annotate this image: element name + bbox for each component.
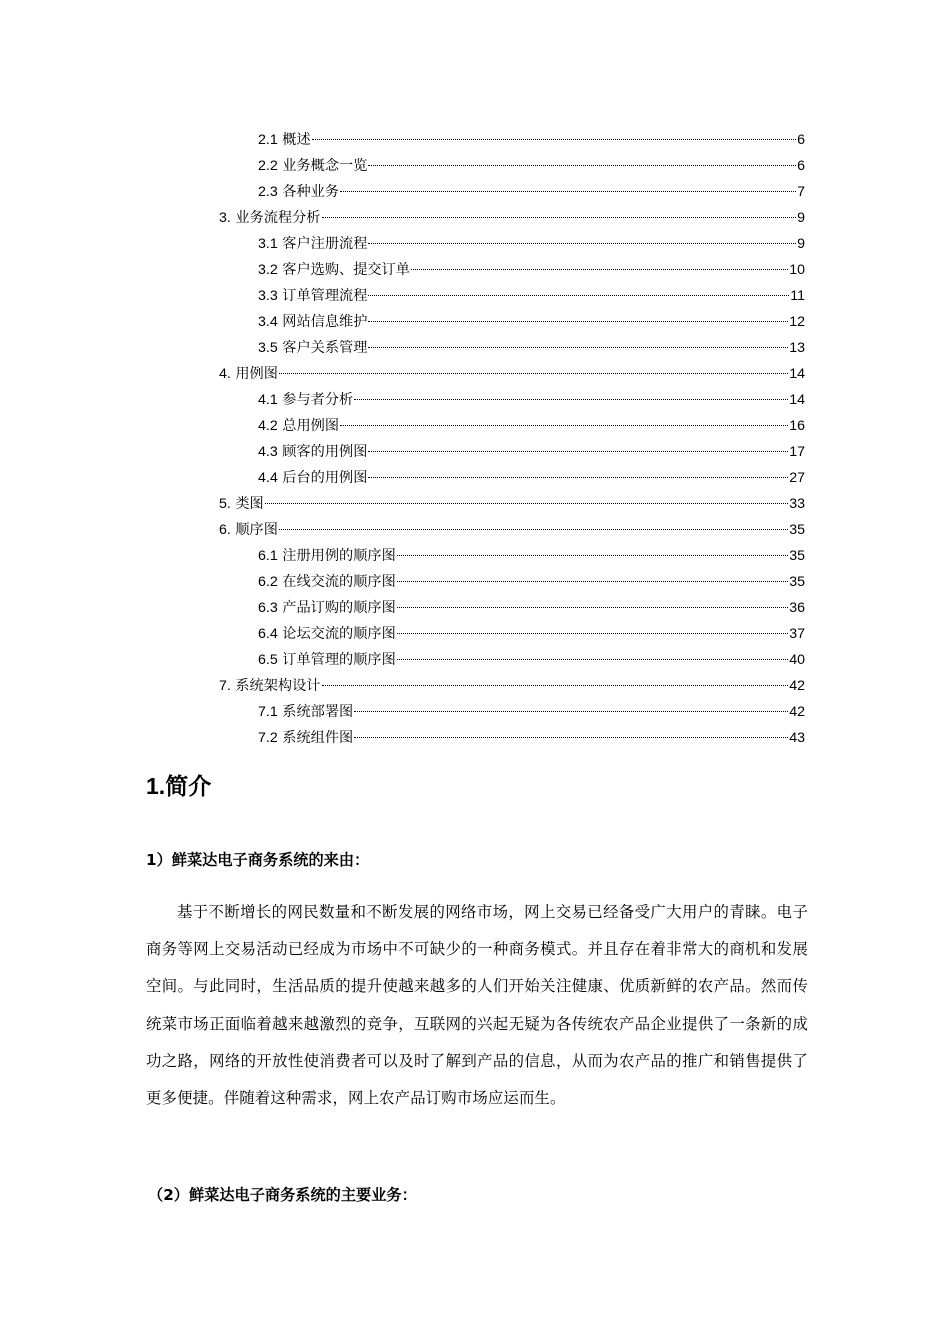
toc-entry-page: 14 [789,392,805,408]
toc-entry-title: 网站信息维护 [282,314,368,330]
toc-dot-leader [312,139,796,140]
toc-entry-number: 4.4 [258,470,278,486]
toc-entry-number: 5. [219,496,231,512]
toc-entry-title: 系统组件图 [282,730,354,746]
toc-entry[interactable] [258,231,805,257]
section-title: 简介 [165,774,212,800]
toc-dot-leader [397,555,788,556]
toc-entry-number: 4.3 [258,444,278,460]
toc-entry-title: 顺序图 [235,522,278,538]
toc-entry-number: 6.4 [258,626,278,642]
toc-entry-page: 35 [789,574,805,590]
toc-entry-number: 3.2 [258,262,278,278]
toc-dot-leader [322,217,797,218]
toc-entry[interactable] [258,335,805,361]
toc-dot-leader [322,685,789,686]
toc-entry-title: 客户选购、提交订单 [282,262,410,278]
toc-entry-page: 14 [789,366,805,382]
toc-dot-leader [397,633,788,634]
toc-entry-title: 后台的用例图 [282,470,368,486]
toc-entry-page: 37 [789,626,805,642]
toc-entry[interactable] [258,647,805,673]
subsection-heading-business: （2）鲜菜达电子商务系统的主要业务： [148,1186,417,1204]
toc-dot-leader [368,451,788,452]
toc-entry-number: 6. [219,522,231,538]
toc-entry-title: 订单管理流程 [282,288,368,304]
toc-entry-page: 9 [797,236,805,252]
toc-dot-leader [368,347,788,348]
toc-entry[interactable] [219,491,805,517]
toc-entry[interactable] [219,205,805,231]
toc-dot-leader [368,321,788,322]
toc-entry-number: 7.2 [258,730,278,746]
toc-entry-page: 6 [797,158,805,174]
toc-dot-leader [368,477,788,478]
toc-entry-title: 在线交流的顺序图 [282,574,396,590]
toc-entry-page: 13 [789,340,805,356]
toc-entry-number: 3.5 [258,340,278,356]
toc-dot-leader [411,269,788,270]
toc-entry-title: 客户关系管理 [282,340,368,356]
toc-entry[interactable] [258,725,805,751]
toc-dot-leader [340,425,788,426]
toc-entry-number: 6.5 [258,652,278,668]
toc-entry-number: 7. [219,678,231,694]
toc-entry-title: 业务概念一览 [282,158,368,174]
toc-entry-title: 产品订购的顺序图 [282,600,396,616]
toc-entry-number: 2.1 [258,132,278,148]
toc-entry[interactable] [258,127,805,153]
toc-entry-number: 6.1 [258,548,278,564]
toc-entry[interactable] [258,465,805,491]
toc-entry[interactable] [258,153,805,179]
toc-entry-title: 参与者分析 [282,392,354,408]
toc-entry-page: 42 [789,678,805,694]
toc-entry-number: 6.3 [258,600,278,616]
toc-entry-title: 用例图 [235,366,278,382]
toc-entry[interactable] [219,517,805,543]
toc-entry[interactable] [258,179,805,205]
toc-entry-title: 论坛交流的顺序图 [282,626,396,642]
subsection-heading-origin: 1）鲜菜达电子商务系统的来由： [146,851,370,869]
toc-entry[interactable] [258,387,805,413]
toc-entry-title: 总用例图 [282,418,340,434]
toc-entry[interactable] [258,621,805,647]
toc-entry-title: 类图 [235,496,264,512]
toc-entry-page: 10 [789,262,805,278]
toc-entry-title: 概述 [282,132,311,148]
section-heading [146,768,211,805]
toc-entry[interactable] [219,673,805,699]
toc-entry-number: 2.3 [258,184,278,200]
toc-dot-leader [397,581,788,582]
toc-entry[interactable] [258,595,805,621]
body-paragraph: 基于不断增长的网民数量和不断发展的网络市场，网上交易已经备受广大用户的青睐。电子商务等网上交易活动已经成为市场中不可缺少的一种商务模式。并且存在着非常大的商机和发展空间。与此同时，生活品质的提升使越来越多的人们开始关注健康、优质新鲜的农产品。然而传统菜市场正面临着越来越激烈的竞争，互联网的兴起无疑为各传统农产品企业提供了一条新的成功之路，网络的开放性使消费者可以及时了解到产品的信息，从而为农产品的推广和销售提供了更多便捷。伴随着这种需求，网上农产品订购市场应运而生。 [146,903,808,1108]
toc-entry-title: 注册用例的顺序图 [282,548,396,564]
toc-entry-number: 7.1 [258,704,278,720]
toc-entry-number: 3.4 [258,314,278,330]
toc-entry[interactable] [258,283,805,309]
toc-entry-number: 4. [219,366,231,382]
toc-dot-leader [368,165,796,166]
toc-entry-title: 顾客的用例图 [282,444,368,460]
toc-entry-page: 33 [789,496,805,512]
toc-entry-page: 35 [789,522,805,538]
toc-entry-number: 4.2 [258,418,278,434]
toc-entry-title: 订单管理的顺序图 [282,652,396,668]
toc-dot-leader [354,711,788,712]
toc-entry-page: 17 [789,444,805,460]
toc-entry[interactable] [219,361,805,387]
toc-entry[interactable] [258,569,805,595]
toc-entry-number: 4.1 [258,392,278,408]
toc-entry-number: 3. [219,210,231,226]
toc-entry-number: 6.2 [258,574,278,590]
toc-dot-leader [368,243,796,244]
toc-entry[interactable] [258,309,805,335]
toc-entry-page: 35 [789,548,805,564]
toc-entry-number: 3.1 [258,236,278,252]
toc-entry-page: 11 [790,288,805,304]
toc-entry[interactable] [258,543,805,569]
section-number: 1. [146,773,166,799]
toc-entry-number: 3.3 [258,288,278,304]
toc-dot-leader [368,295,789,296]
toc-entry-page: 40 [789,652,805,668]
toc-entry-title: 系统部署图 [282,704,354,720]
toc-entry-page: 9 [797,210,805,226]
toc-entry-page: 7 [797,184,805,200]
toc-dot-leader [279,373,788,374]
toc-entry-number: 2.2 [258,158,278,174]
toc-dot-leader [265,503,788,504]
toc-entry-page: 12 [789,314,805,330]
toc-entry-page: 6 [797,132,805,148]
toc-entry-title: 业务流程分析 [235,210,321,226]
toc-entry-page: 42 [789,704,805,720]
toc-entry[interactable] [258,439,805,465]
toc-entry-title: 客户注册流程 [282,236,368,252]
toc-dot-leader [397,607,788,608]
toc-dot-leader [354,737,788,738]
toc-dot-leader [354,399,788,400]
toc-entry-title: 系统架构设计 [235,678,321,694]
toc-entry-page: 27 [789,470,805,486]
toc-entry-page: 43 [789,730,805,746]
toc-dot-leader [279,529,788,530]
toc-entry[interactable] [258,413,805,439]
toc-entry-page: 36 [789,600,805,616]
toc-dot-leader [340,191,796,192]
toc-entry[interactable] [258,699,805,725]
toc-entry[interactable] [258,257,805,283]
toc-entry-page: 16 [789,418,805,434]
toc-dot-leader [397,659,788,660]
toc-entry-title: 各种业务 [282,184,340,200]
